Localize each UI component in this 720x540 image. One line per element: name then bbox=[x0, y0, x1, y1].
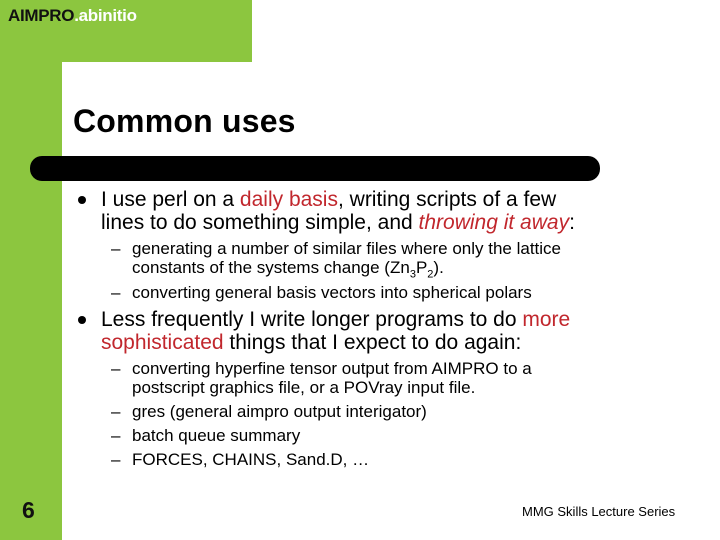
sub-text-1a bbox=[132, 239, 672, 284]
text-run: I use perl on a bbox=[101, 188, 240, 211]
dash-marker: – bbox=[111, 359, 121, 378]
bullet-text-1 bbox=[101, 188, 661, 234]
footer-series-label: MMG Skills Lecture Series bbox=[522, 504, 676, 519]
highlight-more: more bbox=[522, 308, 571, 331]
text-run: : bbox=[569, 211, 575, 234]
sub-text-1b: converting general basis vectors into spherical polars bbox=[132, 283, 532, 302]
sub-text-2c: batch queue summary bbox=[132, 426, 301, 445]
dash-marker: – bbox=[111, 450, 121, 469]
bullet-dot bbox=[78, 196, 86, 204]
text-run: P bbox=[415, 258, 428, 277]
text-run: ). bbox=[433, 258, 444, 277]
highlight-daily-basis: daily basis bbox=[239, 188, 338, 211]
text-run: constants of the systems change (Zn bbox=[132, 258, 410, 277]
text-run: postscript graphics file, or a POVray input file. bbox=[132, 378, 476, 397]
highlight-throwing-it-away: throwing it away bbox=[418, 211, 570, 234]
highlight-sophisticated: sophisticated bbox=[101, 331, 224, 354]
green-side-band bbox=[0, 0, 62, 540]
text-run: lines to do something simple, and bbox=[101, 211, 419, 234]
text-run: Less frequently I write longer programs to do bbox=[101, 308, 523, 331]
dash-marker: – bbox=[111, 239, 121, 258]
slide-title: Common uses bbox=[73, 103, 296, 139]
aimpro-logo bbox=[8, 6, 137, 26]
subscript: 3 bbox=[409, 268, 416, 281]
dash-marker: – bbox=[111, 426, 121, 445]
text-run: converting hyperfine tensor output from AIMPRO to a bbox=[132, 359, 532, 378]
title-rule bbox=[30, 156, 600, 181]
dash-marker: – bbox=[111, 283, 121, 302]
dash-marker: – bbox=[111, 402, 121, 421]
bullet-text-2 bbox=[101, 308, 661, 354]
sub-text-2a bbox=[132, 359, 672, 397]
sub-text-2b: gres (general aimpro output interigator) bbox=[132, 402, 427, 421]
bullet-dot bbox=[78, 316, 86, 324]
sub-text-2d: FORCES, CHAINS, Sand.D, … bbox=[132, 450, 370, 469]
text-run: things that I expect to do again: bbox=[223, 331, 522, 354]
subscript: 2 bbox=[427, 268, 434, 281]
logo-part-aimpro: AIMPRO bbox=[8, 6, 75, 25]
page-number: 6 bbox=[22, 497, 35, 523]
text-run: generating a number of similar files where only the lattice bbox=[132, 239, 561, 258]
logo-part-abinitio: .abinitio bbox=[74, 6, 137, 25]
text-run: , writing scripts of a few bbox=[337, 188, 557, 211]
